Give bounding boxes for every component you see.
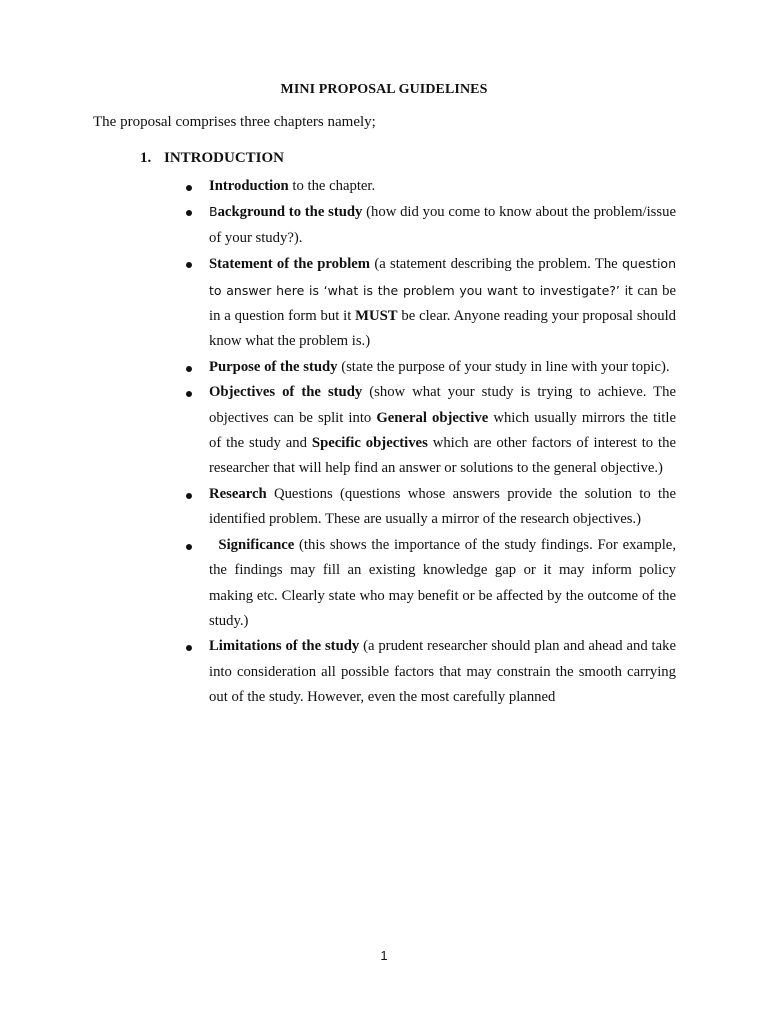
bullet-term: Statement of the problem	[209, 256, 371, 273]
bullet-term: Purpose of the study	[209, 358, 338, 375]
bullet-icon	[186, 185, 192, 191]
bullet-icon	[186, 262, 192, 268]
bullet-text: which usually mirrors the title of the study and	[209, 409, 676, 452]
section-number: 1.	[140, 150, 152, 166]
list-item	[182, 380, 676, 482]
bullet-text-sans: question to answer here is ‘what is the problem you want to investigate?’ it	[209, 256, 676, 298]
bullet-term: ackground to the study	[217, 204, 363, 221]
list-item	[182, 634, 676, 710]
bullet-term: Research	[209, 485, 267, 502]
list-item	[182, 482, 676, 533]
bullet-icon	[186, 210, 192, 216]
bullet-text: be clear. Anyone reading your proposal should know what the problem is.)	[209, 308, 676, 350]
bullet-lead-letter: B	[209, 204, 218, 220]
list-item	[182, 355, 676, 380]
list-item	[182, 533, 676, 635]
bullet-term: Objectives of the study	[209, 384, 363, 401]
bullet-term: Limitations of the study	[209, 638, 360, 655]
bullet-emphasis: Specific objectives	[311, 435, 428, 452]
bullet-icon	[186, 645, 192, 651]
bullet-text: (a statement describing the problem. The	[370, 256, 622, 273]
bullet-icon	[186, 544, 192, 550]
bullet-emphasis: General objective	[376, 409, 489, 426]
bullet-text: Questions (questions whose answers provide the solution to the identified problem. These are usually a mirror of the research objectives.)	[209, 485, 676, 528]
bullet-term: Introduction	[209, 178, 289, 194]
list-item	[182, 174, 676, 199]
bullet-icon	[186, 493, 192, 499]
bullet-term: Significance	[209, 536, 295, 553]
bullet-icon	[186, 366, 192, 372]
section-title: INTRODUCTION	[164, 150, 285, 166]
intro-paragraph: The proposal comprises three chapters namely;	[93, 114, 376, 130]
bullet-icon	[186, 391, 192, 397]
bullet-list	[182, 174, 676, 711]
bullet-text: to the chapter.	[288, 178, 376, 194]
list-item	[182, 251, 676, 355]
bullet-text: (this shows the importance of the study findings. For example, the findings may fill an existing knowledge gap or it may inform policy making etc. Clearly state who may benefit or be affected by the outcome of the study.)	[209, 536, 676, 629]
bullet-text: (a prudent researcher should plan and ahead and take into consideration all possible factors that may constrain the smooth carrying out of the study. However, even the most carefully planned	[209, 638, 676, 706]
bullet-text: can be in a question form but it	[209, 282, 676, 325]
list-item	[182, 199, 676, 251]
bullet-text: which are other factors of interest to the researcher that will help find an answer or solutions to the general objective.)	[209, 435, 676, 477]
bullet-text: (show what your study is trying to achieve. The objectives can be split into	[209, 384, 676, 426]
document-title: MINI PROPOSAL GUIDELINES	[280, 82, 488, 97]
bullet-text: (state the purpose of your study in line with your topic).	[337, 358, 670, 375]
bullet-text: (how did you come to know about the problem/issue of your study?).	[209, 204, 676, 246]
section-heading	[140, 150, 284, 167]
bullet-emphasis: MUST	[355, 308, 398, 325]
page-number: 1	[380, 948, 388, 963]
